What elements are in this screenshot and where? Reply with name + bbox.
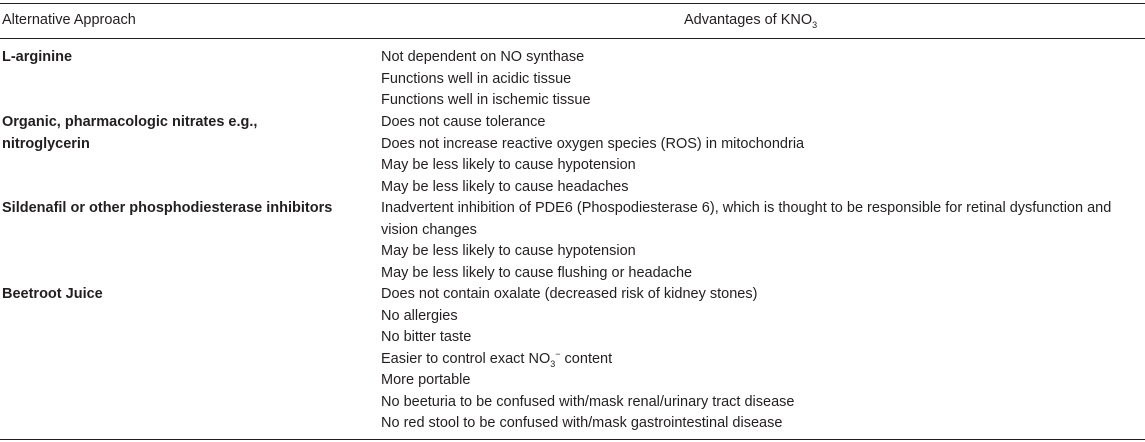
advantage-item: Not dependent on NO synthase xyxy=(381,49,585,65)
advantage-item: May be less likely to cause hypotension xyxy=(381,243,636,259)
advantage-item: Does not cause tolerance xyxy=(381,114,546,130)
advantages-list xyxy=(381,112,1145,198)
approach-name: Beetroot Juice xyxy=(2,286,103,302)
advantage-item: No red stool to be confused with/mask gastrointestinal disease xyxy=(381,415,783,431)
advantage-item-text: Easier to control exact NO xyxy=(381,350,551,367)
nitrate-superscript: − xyxy=(555,348,561,359)
advantage-item-suffix: content xyxy=(560,350,613,367)
header-advantages-subscript: 3 xyxy=(812,19,818,30)
advantage-item: No beeturia to be confused with/mask renal/urinary tract disease xyxy=(381,393,795,410)
advantages-list xyxy=(381,47,1145,112)
advantage-item: May be less likely to cause flushing or headache xyxy=(381,264,693,281)
advantage-item: Inadvertent inhibition of PDE6 (Phospodiesterase 6), which is thought to be responsible for retinal dysfunction and vision changes xyxy=(381,200,1112,238)
advantage-item: No allergies xyxy=(381,307,458,324)
advantage-item xyxy=(381,349,1145,371)
header-advantages xyxy=(684,10,817,30)
advantage-item: May be less likely to cause hypotension xyxy=(381,157,636,173)
header-alternative-approach: Alternative Approach xyxy=(2,12,136,28)
top-rule xyxy=(0,3,1145,4)
advantages-list xyxy=(381,198,1145,284)
advantage-item: Does not increase reactive oxygen species (ROS) in mitochondria xyxy=(381,135,805,152)
advantage-item: Functions well in ischemic tissue xyxy=(381,92,591,108)
approach-name: Organic, pharmacologic nitrates e.g., nitroglycerin xyxy=(2,114,258,152)
advantages-list xyxy=(381,284,1145,435)
advantage-item: Does not contain oxalate (decreased risk of kidney stones) xyxy=(381,286,758,302)
advantage-item: Functions well in acidic tissue xyxy=(381,70,572,87)
approach-name: Sildenafil or other phosphodiesterase inhibitors xyxy=(2,200,333,216)
approach-name: L-arginine xyxy=(2,49,73,65)
bottom-rule xyxy=(0,439,1145,440)
advantage-item: May be less likely to cause headaches xyxy=(381,178,629,195)
nitrate-subscript: 3 xyxy=(550,358,556,369)
advantage-item: More portable xyxy=(381,372,471,388)
header-rule xyxy=(0,38,1145,39)
header-advantages-text: Advantages of KNO xyxy=(684,12,813,28)
advantage-item: No bitter taste xyxy=(381,329,472,345)
